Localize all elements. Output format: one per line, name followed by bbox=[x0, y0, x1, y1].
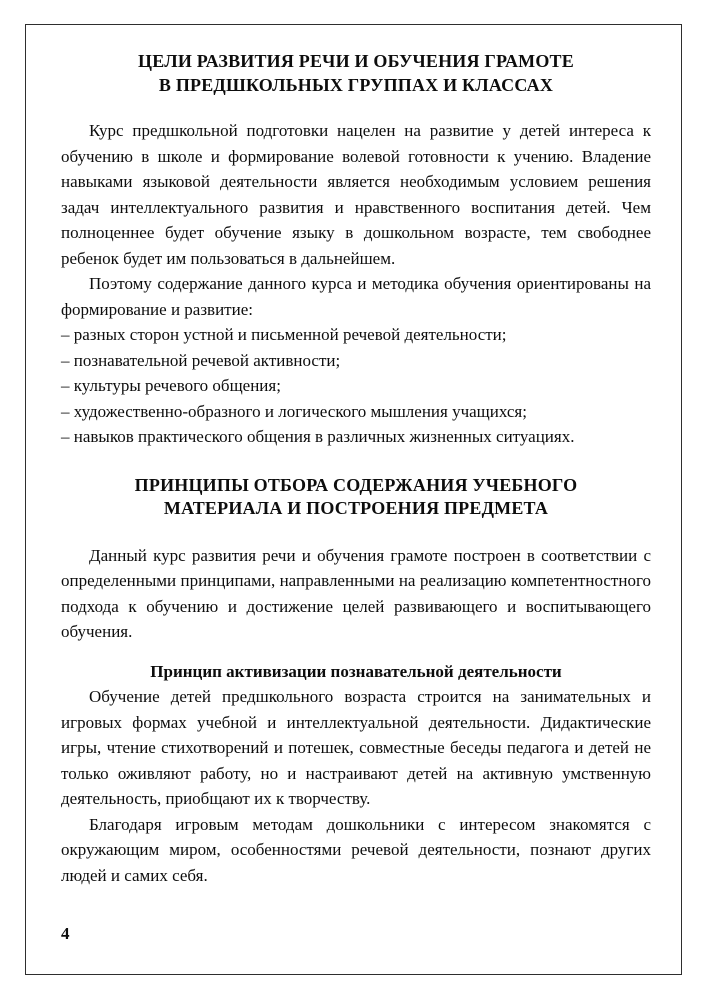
list-item-4: – художественно-образного и логического мышления учащихся; bbox=[61, 401, 527, 421]
paragraph-course-intro: Курс предшкольной подготовки нацелен на развитие у детей интереса к обучению в школе и формирование волевой готовности к учению. Владение навыками языковой деятельности является необходимым условием решения задач интеллектуального развития и нравственного воспитания детей. Чем полноценнее будет обучение языку в дошкольном возрасте, тем свободнее ребенок будет им пользоваться в дальнейшем. bbox=[61, 121, 651, 268]
paragraph-principles-intro: Данный курс развития речи и обучения грамоте построен в соответствии с определенными принципами, направленными на реализацию компетентностного подхода к обучению и достижение целей развивающего и воспитывающего обучения. bbox=[61, 545, 651, 641]
list-item-3: – культуры речевого общения; bbox=[61, 376, 281, 395]
section-heading-principles bbox=[61, 474, 651, 521]
heading-line-2: МАТЕРИАЛА И ПОСТРОЕНИЯ ПРЕДМЕТА bbox=[163, 498, 549, 518]
list-item-1: – разных сторон устной и письменной речевой деятельности; bbox=[61, 325, 507, 344]
section-heading-goals bbox=[61, 50, 651, 97]
list-item-2: – познавательной речевой активности; bbox=[61, 350, 341, 370]
heading-line-2: В ПРЕДШКОЛЬНЫХ ГРУППАХ И КЛАССАХ bbox=[158, 74, 554, 95]
paragraph-principle-body-1: Обучение детей предшкольного возраста строится на занимательных и игровых формах учебной и интеллектуальной деятельности. Дидактические игры, чтение стихотворений и потешек, совместные беседы педагога и детей не только оживляют работу, но и настраивают детей на активную умственную деятельность, приобщают их к творчеству. bbox=[61, 687, 651, 808]
development-goals-list bbox=[61, 322, 651, 450]
paragraph-list-lead-in: Поэтому содержание данного курса и методика обучения ориентированы на формирование и развитие: bbox=[61, 274, 651, 319]
list-item-5: – навыков практического общения в различных жизненных ситуациях. bbox=[61, 427, 575, 446]
page-number: 4 bbox=[61, 924, 70, 943]
subheading-principle-activation: Принцип активизации познавательной деятельности bbox=[150, 661, 562, 681]
heading-line-1: ЦЕЛИ РАЗВИТИЯ РЕЧИ И ОБУЧЕНИЯ ГРАМОТЕ bbox=[138, 51, 574, 71]
heading-line-1: ПРИНЦИПЫ ОТБОРА СОДЕРЖАНИЯ УЧЕБНОГО bbox=[134, 474, 578, 495]
page-content bbox=[61, 50, 651, 888]
paragraph-principle-body-2: Благодаря игровым методам дошкольники с интересом знакомятся с окружающим миром, особенностями речевой деятельности, познают других людей и самих себя. bbox=[61, 814, 651, 885]
